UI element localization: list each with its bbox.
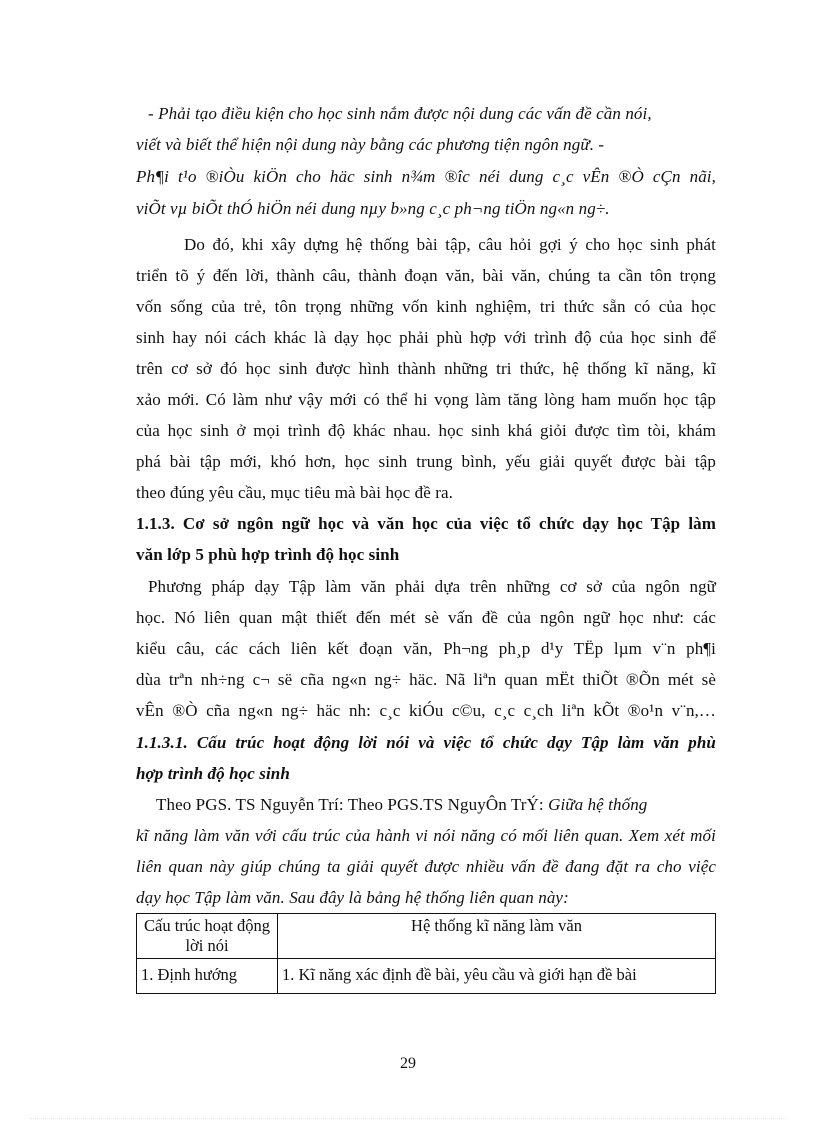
table-header-cell: Cấu trúc hoạt động lời nói bbox=[137, 914, 278, 959]
table-cell: 1. Kĩ năng xác định đề bài, yêu cầu và giới hạn đề bài bbox=[278, 959, 716, 994]
paragraph-line: xảo mới. Có làm như vậy mới có thể hi vọng làm tăng lòng ham muốn học tập bbox=[136, 390, 716, 409]
paragraph-line: trên cơ sở đó học sinh được hình thành những tri thức, hệ thống kĩ năng, kĩ bbox=[136, 359, 716, 378]
lead-text: Theo PGS. TS Nguyễn Trí: Theo PGS.TS NguyÔn TrÝ: bbox=[156, 795, 549, 814]
paragraph-line: sinh hay nói cách khác là dạy học phải phù hợp với trình độ của học sinh để bbox=[136, 328, 716, 347]
skills-table bbox=[136, 913, 716, 994]
paragraph-line: theo đúng yêu cầu, mục tiêu mà bài học đề ra. bbox=[136, 483, 453, 502]
paragraph-line: viÕt vµ biÕt thÓ hiÖn néi dung nµy b»ng c¸c ph¬ng tiÖn ng«n ng÷. bbox=[136, 199, 610, 218]
paragraph-line: Ph¶i t¹o ®iÒu kiÖn cho häc sinh n¾m ®îc néi dung c¸c vÊn ®Ò cÇn nãi, bbox=[136, 167, 716, 186]
paragraph-line: vốn sống của trẻ, tôn trọng những vốn kinh nghiệm, tri thức sẵn có của học bbox=[136, 297, 716, 316]
table-row bbox=[137, 959, 716, 994]
paragraph-line: kĩ năng làm văn với cấu trúc của hành vi nói năng có mối liên quan. Xem xét mối bbox=[136, 826, 716, 845]
paragraph-line: liên quan này giúp chúng ta giải quyết được nhiều vấn đề đang đặt ra cho việc bbox=[136, 857, 716, 876]
italic-text: Giữa hệ thống bbox=[548, 795, 648, 814]
paragraph-line: kiểu câu, các cách liên kết đoạn văn, Ph¬ng ph¸p d¹y TËp lµm v¨n ph¶i bbox=[136, 639, 716, 658]
paragraph-line bbox=[156, 794, 716, 816]
table-cell: 1. Định hướng bbox=[137, 959, 278, 994]
paragraph-line: dạy học Tập làm văn. Sau đây là bảng hệ thống liên quan này: bbox=[136, 888, 569, 907]
paragraph-line: triển tõ ý đến lời, thành câu, thành đoạn văn, bài văn, chúng ta cần tôn trọng bbox=[136, 266, 716, 285]
paragraph-line: vÊn ®Ò cña ng«n ng÷ häc nh: c¸c kiÓu c©u, c¸c c¸ch liªn kÕt ®o¹n v¨n,… bbox=[136, 701, 716, 720]
section-heading: 1.1.3. Cơ sở ngôn ngữ học và văn học của việc tổ chức dạy học Tập làm bbox=[136, 514, 716, 533]
section-heading: văn lớp 5 phù hợp trình độ học sinh bbox=[136, 545, 400, 564]
page-number: 29 bbox=[400, 1055, 416, 1072]
table-header-row bbox=[137, 914, 716, 959]
paragraph-line: của học sinh ở mọi trình độ khác nhau. học sinh khá giỏi được tìm tòi, khám bbox=[136, 421, 716, 440]
page-bottom-divider bbox=[30, 1118, 786, 1119]
subsection-heading: hợp trình độ học sinh bbox=[136, 764, 290, 783]
paragraph-line: Do đó, khi xây dựng hệ thống bài tập, câu hỏi gợi ý cho học sinh phát bbox=[184, 235, 716, 254]
paragraph-line: dùa trªn nh÷ng c¬ së cña ng«n ng÷ häc. Nã liªn quan mËt thiÕt ®Õn mét sè bbox=[136, 670, 716, 689]
paragraph-line: phá bài tập mới, khó hơn, học sinh trung bình, yếu giải quyết được bài tập bbox=[136, 452, 716, 471]
paragraph-line: Phương pháp dạy Tập làm văn phải dựa trên những cơ sở của ngôn ngữ bbox=[148, 577, 716, 596]
subsection-heading: 1.1.3.1. Cấu trúc hoạt động lời nói và việc tổ chức dạy Tập làm văn phù bbox=[136, 733, 716, 752]
paragraph-line: - Phải tạo điều kiện cho học sinh nắm được nội dung các vấn đề cần nói, bbox=[148, 104, 652, 123]
paragraph-line: viết và biết thể hiện nội dung này bằng các phương tiện ngôn ngữ. - bbox=[136, 135, 605, 154]
table-header-cell: Hệ thống kĩ năng làm văn bbox=[278, 914, 716, 959]
paragraph-line: học. Nó liên quan mật thiết đến mét sè vấn đề của ngôn ngữ học như: các bbox=[136, 608, 716, 627]
